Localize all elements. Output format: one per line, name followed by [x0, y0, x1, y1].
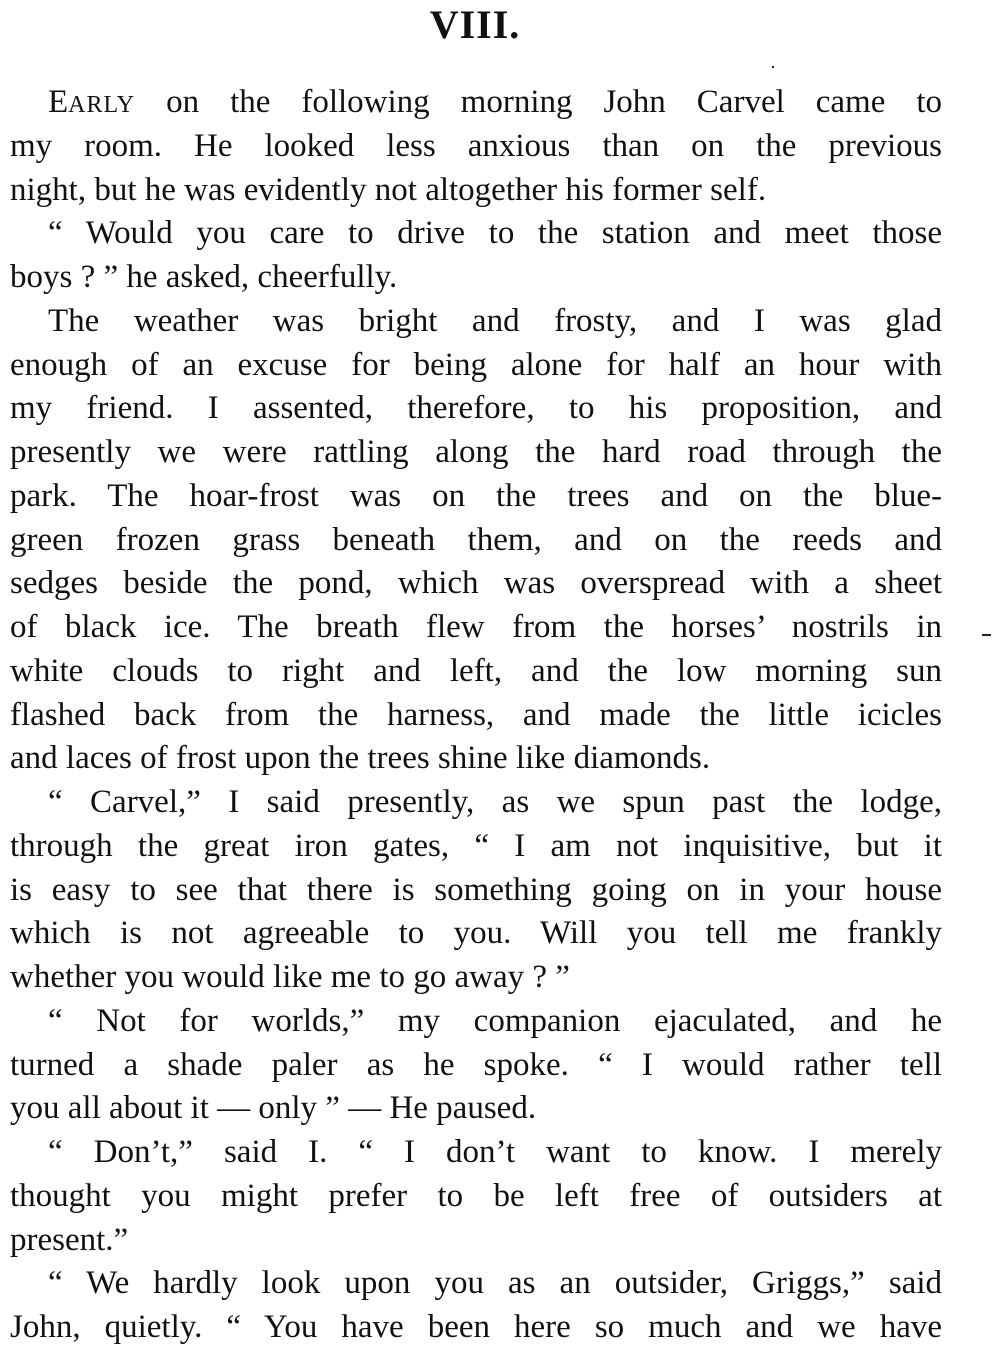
- text-line: [48, 82, 942, 125]
- text-line: my friend. I assented, therefore, to his proposition, and: [10, 390, 942, 427]
- line-text: on the following morning John Carvel came to: [135, 84, 942, 120]
- text-line: whether you would like me to go away ? ”: [10, 959, 570, 995]
- text-line: green frozen grass beneath them, and on the reeds and: [10, 521, 942, 558]
- text-line: night, but he was evidently not altogether his former self.: [10, 171, 767, 208]
- text-line: sedges beside the pond, which was overspread with a sheet: [10, 565, 942, 602]
- text-line: presently we were rattling along the hard road through the: [10, 434, 942, 470]
- text-line: and laces of frost upon the trees shine like diamonds.: [10, 740, 711, 777]
- text-line: my room. He looked less anxious than on the previous: [10, 127, 942, 164]
- drop-initial: E: [48, 84, 69, 120]
- text-line: “ Not for worlds,” my companion ejaculated, and he: [48, 1002, 942, 1039]
- text-line: boys ? ” he asked, cheerfully.: [10, 259, 398, 295]
- stray-dot-mark: [772, 66, 774, 68]
- small-caps-word: ARLY: [68, 92, 136, 118]
- text-line: you all about it — only ” — He paused.: [10, 1090, 537, 1127]
- text-line: which is not agreeable to you. Will you tell me frankly: [10, 915, 942, 952]
- text-line: flashed back from the harness, and made the little icicles: [10, 696, 942, 733]
- text-line: is easy to see that there is something going on in your house: [10, 871, 942, 908]
- text-line: of black ice. The breath flew from the horses’ nostrils in: [10, 609, 942, 645]
- chapter-heading: VIII.: [429, 2, 521, 47]
- text-line: John, quietly. “ You have been here so much and we have: [10, 1309, 942, 1345]
- stray-dash-mark: [982, 634, 991, 636]
- text-line: park. The hoar-frost was on the trees and on the blue-: [10, 477, 942, 514]
- text-line: “ Would you care to drive to the station and meet those: [48, 215, 942, 252]
- text-line: “ Don’t,” said I. “ I don’t want to know. I merely: [48, 1134, 942, 1170]
- text-line: The weather was bright and frosty, and I was glad: [48, 302, 942, 339]
- text-line: “ Carvel,” I said presently, as we spun past the lodge,: [48, 784, 942, 820]
- text-line: present.”: [10, 1221, 129, 1258]
- text-line: “ We hardly look upon you as an outsider, Griggs,” said: [48, 1265, 942, 1302]
- text-line: thought you might prefer to be left free of outsiders at: [10, 1177, 942, 1214]
- text-line: white clouds to right and left, and the low morning sun: [10, 652, 942, 689]
- text-line: through the great iron gates, “ I am not inquisitive, but it: [10, 827, 942, 864]
- text-line: enough of an excuse for being alone for half an hour with: [10, 346, 942, 383]
- text-line: turned a shade paler as he spoke. “ I would rather tell: [10, 1046, 942, 1083]
